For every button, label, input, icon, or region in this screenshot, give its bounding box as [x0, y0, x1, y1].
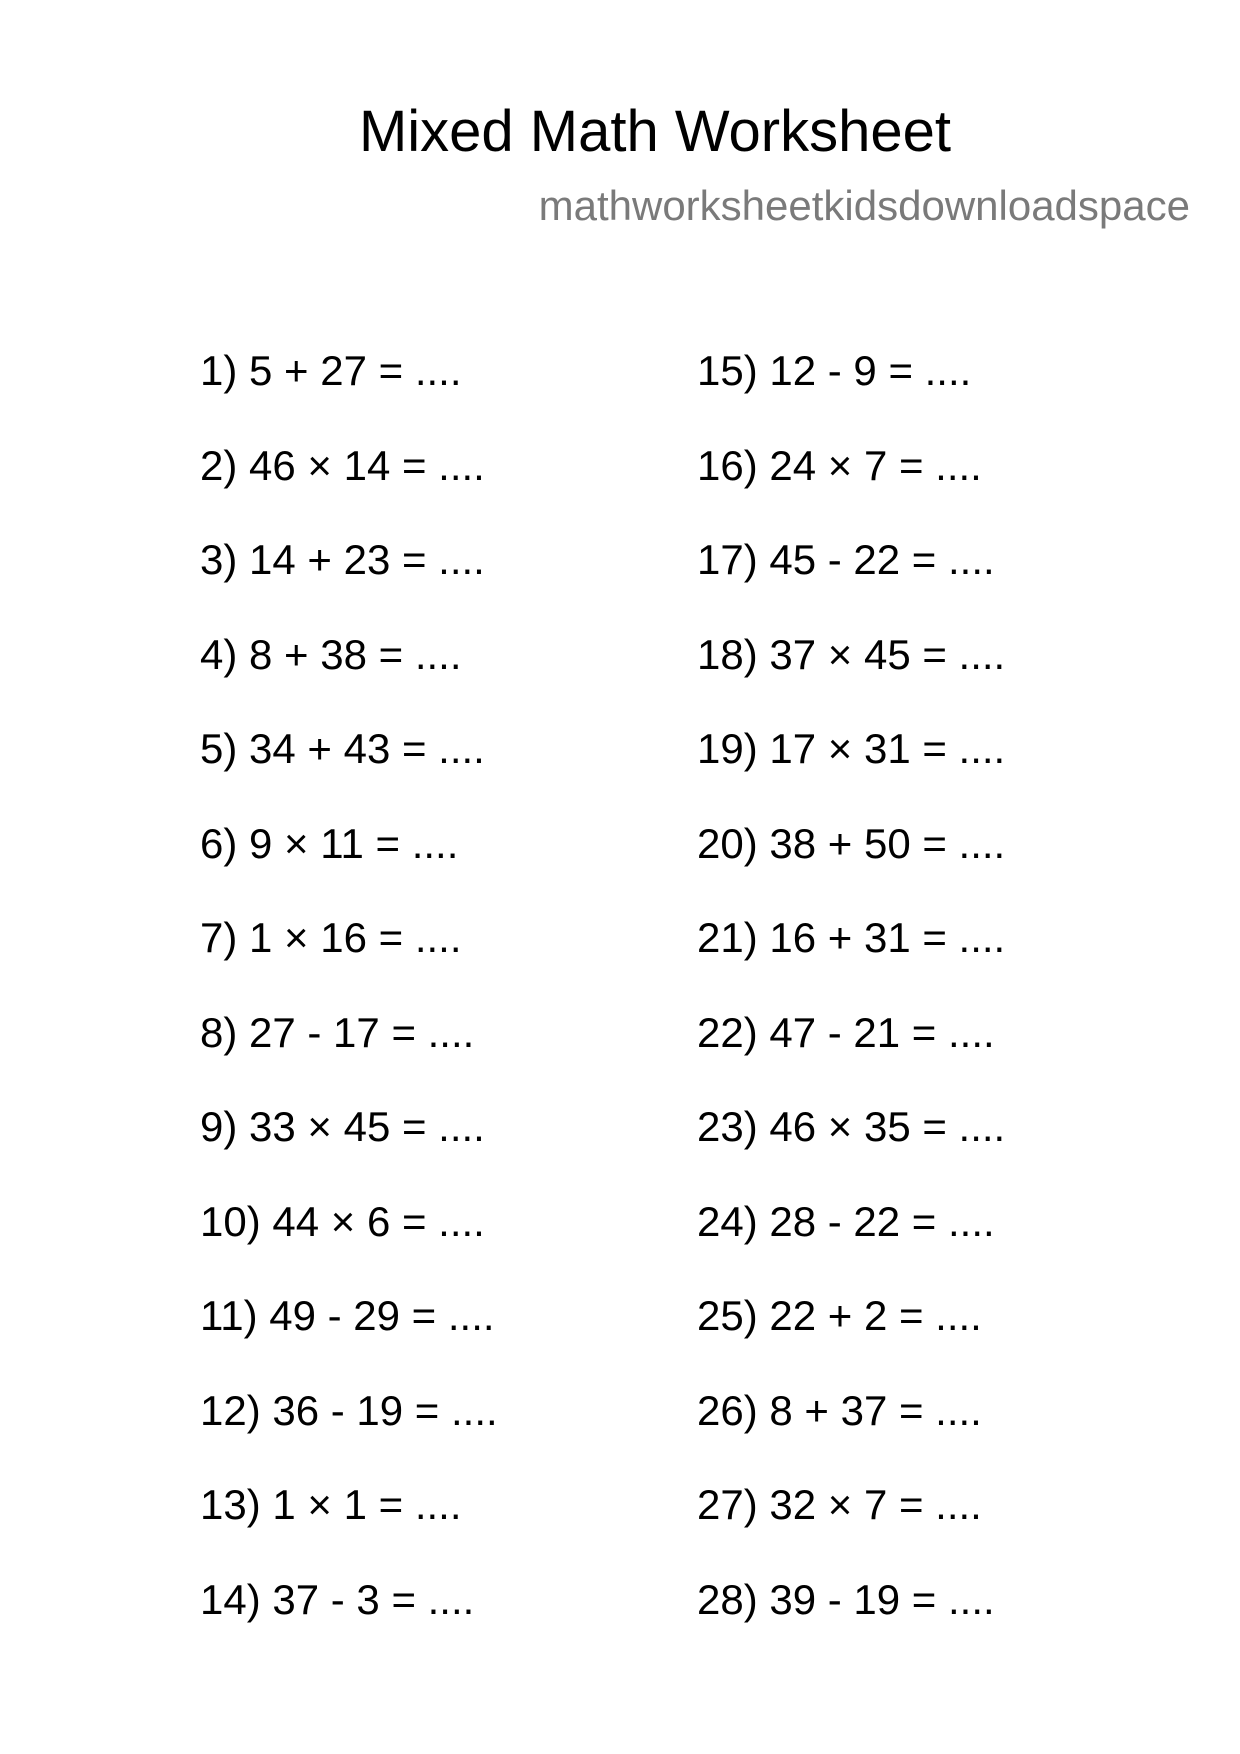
problem-item: 17) 45 - 22 = .... [697, 536, 995, 583]
problem-item: 21) 16 + 31 = .... [697, 914, 1006, 961]
problem-item: 15) 12 - 9 = .... [697, 347, 972, 394]
problem-item: 8) 27 - 17 = .... [200, 1008, 475, 1056]
problem-item: 28) 39 - 19 = .... [697, 1575, 995, 1623]
problem-item: 3) 14 + 23 = .... [200, 536, 485, 583]
problem-item: 27) 32 × 7 = .... [697, 1481, 982, 1528]
worksheet-subtitle: mathworksheetkidsdownloadspace [538, 182, 1190, 229]
problem-item: 10) 44 × 6 = .... [200, 1197, 485, 1245]
problem-item: 4) 8 + 38 = .... [200, 630, 462, 678]
problem-item: 14) 37 - 3 = .... [200, 1575, 475, 1623]
problems-left-column [200, 345, 498, 1668]
problem-item: 22) 47 - 21 = .... [697, 1008, 995, 1056]
problem-item: 1) 5 + 27 = .... [200, 347, 462, 394]
problem-item: 12) 36 - 19 = .... [200, 1386, 498, 1434]
problem-item: 24) 28 - 22 = .... [697, 1197, 995, 1245]
problem-item: 25) 22 + 2 = .... [697, 1292, 982, 1339]
problem-item: 13) 1 × 1 = .... [200, 1481, 462, 1528]
problem-item: 26) 8 + 37 = .... [697, 1386, 982, 1434]
problem-item: 20) 38 + 50 = .... [697, 819, 1006, 867]
problem-item: 18) 37 × 45 = .... [697, 630, 1006, 678]
problem-item: 9) 33 × 45 = .... [200, 1103, 485, 1150]
worksheet-title: Mixed Math Worksheet [358, 99, 952, 164]
problem-item: 16) 24 × 7 = .... [697, 441, 982, 489]
problem-item: 19) 17 × 31 = .... [697, 725, 1006, 772]
problem-item: 5) 34 + 43 = .... [200, 725, 485, 772]
problem-item: 23) 46 × 35 = .... [697, 1103, 1006, 1150]
problem-item: 11) 49 - 29 = .... [200, 1292, 495, 1339]
problem-item: 6) 9 × 11 = .... [200, 819, 459, 867]
problem-item: 2) 46 × 14 = .... [200, 441, 485, 489]
problem-item: 7) 1 × 16 = .... [200, 914, 462, 961]
problems-right-column [697, 345, 1005, 1668]
